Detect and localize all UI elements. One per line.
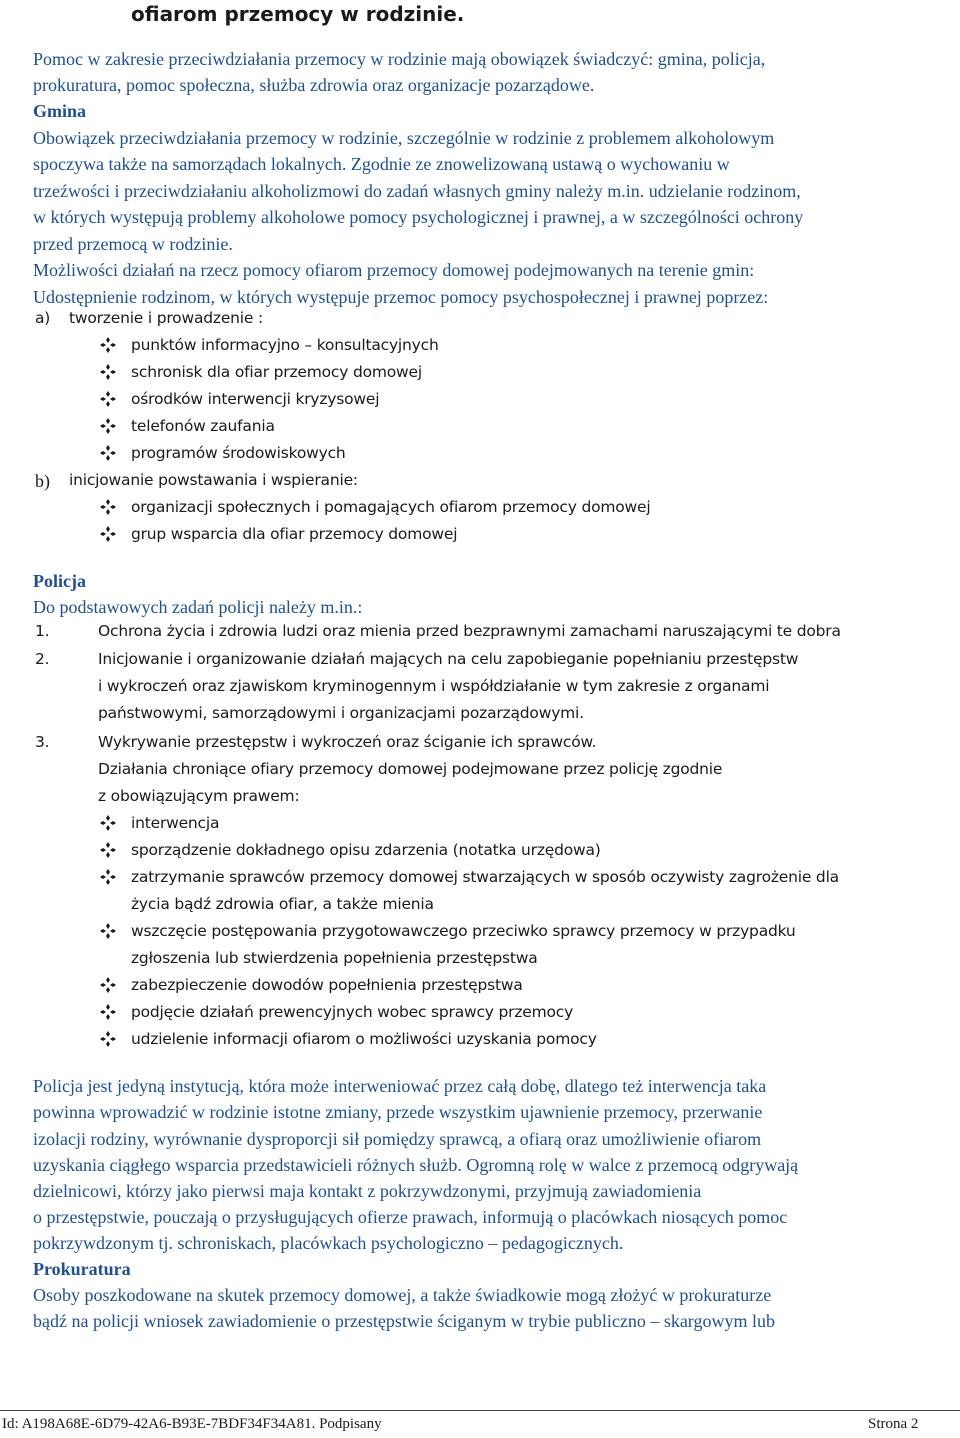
four-diamond-bullet-icon — [100, 391, 116, 407]
gmina-line-3: trzeźwości i przeciwdziałaniu alkoholizmowi do zadań własnych gminy należy m.in. udzielanie rodzinom, — [33, 181, 801, 201]
b-item-1-text: organizacji społecznych i pomagających ofiarom przemocy domowej — [131, 498, 651, 516]
four-diamond-bullet-icon — [100, 1004, 116, 1020]
action-item-6-text: podjęcie działań prewencyjnych wobec sprawcy przemocy — [131, 1003, 574, 1021]
list-marker-a: a) — [35, 309, 51, 327]
possibilities-line-1: Możliwości działań na rzecz pomocy ofiarom przemocy domowej podejmowanych na terenie gmin: — [33, 260, 755, 280]
action-item-1-text: interwencja — [131, 814, 220, 832]
heading-gmina: Gmina — [33, 101, 87, 121]
policja-item-2-line-2: i wykroczeń oraz zjawiskom kryminogennym i współdziałanie w tym zakresie z organami — [98, 677, 770, 695]
policja-item-1: Ochrona życia i zdrowia ludzi oraz mienia przed bezprawnymi zamachami naruszającymi te dobra — [98, 622, 841, 640]
intro-line-1: Pomoc w zakresie przeciwdziałania przemocy w rodzinie mają obowiązek świadczyć: gmina, policja, — [33, 49, 766, 69]
list-label-b: inicjowanie powstawania i wspieranie: — [69, 471, 358, 489]
policja-item-2-line-3: państwowymi, samorządowymi i organizacjami pozarządowymi. — [98, 704, 584, 722]
a-item-1-text: punktów informacyjno – konsultacyjnych — [131, 336, 439, 354]
footer-page-number: Strona 2 — [868, 1416, 919, 1432]
four-diamond-bullet-icon — [100, 526, 116, 542]
footer-divider — [0, 1410, 960, 1411]
action-item-4-text-2: zgłoszenia lub stwierdzenia popełnienia przestępstwa — [131, 949, 538, 967]
action-item-3-text-2: życia bądź zdrowia ofiar, a także mienia — [131, 895, 434, 913]
action-item-3-text-1: zatrzymanie sprawców przemocy domowej stwarzających w sposób oczywisty zagrożenie dla — [131, 868, 839, 886]
four-diamond-bullet-icon — [100, 364, 116, 380]
closing-line-5: dzielnicowi, którzy jako pierwsi maja kontakt z pokrzywdzonymi, przyjmują zawiadomienia — [33, 1181, 702, 1201]
policja-intro: Do podstawowych zadań policji należy m.in.: — [33, 597, 363, 617]
four-diamond-bullet-icon — [100, 499, 116, 515]
heading-policja: Policja — [33, 571, 86, 591]
closing-line-6: o przestępstwie, pouczają o przysługujących ofierze prawach, informują o placówkach niosących pomoc — [33, 1207, 788, 1227]
closing-line-1: Policja jest jedyną instytucją, która może interweniować przez całą dobę, dlatego też interwencja taka — [33, 1076, 767, 1096]
a-item-5-text: programów środowiskowych — [131, 444, 346, 462]
heading-prokuratura: Prokuratura — [33, 1259, 131, 1279]
action-item-5-text: zabezpieczenie dowodów popełnienia przestępstwa — [131, 976, 523, 994]
section-title: ofiarom przemocy w rodzinie. — [131, 2, 465, 26]
action-item-4-text-1: wszczęcie postępowania przygotowawczego przeciwko sprawcy przemocy w przypadku — [131, 922, 796, 940]
actions-intro-line-2: z obowiązującym prawem: — [98, 787, 300, 805]
four-diamond-bullet-icon — [100, 923, 116, 939]
closing-line-2: powinna wprowadzić w rodzinie istotne zmiany, przede wszystkim ujawnienie przemocy, przerwanie — [33, 1102, 763, 1122]
policja-item-2-line-1: Inicjowanie i organizowanie działań mających na celu zapobieganie popełnianiu przestępstw — [98, 650, 799, 668]
action-item-2-text: sporządzenie dokładnego opisu zdarzenia (notatka urzędowa) — [131, 841, 601, 859]
four-diamond-bullet-icon — [100, 977, 116, 993]
action-item-7-text: udzielenie informacji ofiarom o możliwości uzyskania pomocy — [131, 1030, 597, 1048]
prokuratura-line-1: Osoby poszkodowane na skutek przemocy domowej, a także świadkowie mogą złożyć w prokuraturze — [33, 1285, 772, 1305]
a-item-4-text: telefonów zaufania — [131, 417, 275, 435]
prokuratura-line-2: bądź na policji wniosek zawiadomienie o przestępstwie ściganym w trybie publiczno – skargowym lub — [33, 1311, 775, 1331]
gmina-line-2: spoczywa także na samorządach lokalnych. Zgodnie ze znowelizowaną ustawą o wychowaniu w — [33, 154, 730, 174]
actions-intro-line-1: Działania chroniące ofiary przemocy domowej podejmowane przez policję zgodnie — [98, 760, 723, 778]
four-diamond-bullet-icon — [100, 869, 116, 885]
a-item-2-text: schronisk dla ofiar przemocy domowej — [131, 363, 422, 381]
intro-line-2: prokuratura, pomoc społeczna, służba zdrowia oraz organizacje pozarządowe. — [33, 75, 595, 95]
four-diamond-bullet-icon — [100, 1031, 116, 1047]
closing-line-4: uzyskania ciągłego wsparcia przedstawicieli różnych służb. Ogromną rolę w walce z przemocą odgrywają — [33, 1155, 799, 1175]
list-label-a: tworzenie i prowadzenie : — [69, 309, 263, 327]
a-item-3-text: ośrodków interwencji kryzysowej — [131, 390, 380, 408]
num-3: 3. — [35, 733, 50, 751]
gmina-line-4: w których występują problemy alkoholowe pomocy psychologicznej i prawnej, a w szczególności ochrony — [33, 207, 804, 227]
num-1: 1. — [35, 622, 50, 640]
list-marker-b: b) — [35, 471, 50, 491]
four-diamond-bullet-icon — [100, 842, 116, 858]
closing-line-3: izolacji rodziny, wyrównanie dysproporcji sił pomiędzy sprawcą, a ofiarą oraz umożliwienie ofiarom — [33, 1129, 762, 1149]
four-diamond-bullet-icon — [100, 418, 116, 434]
possibilities-line-2: Udostępnienie rodzinom, w których występuje przemoc pomocy psychospołecznej i prawnej poprzez: — [33, 287, 769, 307]
policja-item-3: Wykrywanie przestępstw i wykroczeń oraz ściganie ich sprawców. — [98, 733, 597, 751]
footer-document-id: Id: A198A68E-6D79-42A6-B93E-7BDF34F34A81. Podpisany — [2, 1416, 382, 1432]
four-diamond-bullet-icon — [100, 815, 116, 831]
num-2: 2. — [35, 650, 50, 668]
gmina-line-1: Obowiązek przeciwdziałania przemocy w rodzinie, szczególnie w rodzinie z problemem alkoholowym — [33, 128, 775, 148]
b-item-2-text: grup wsparcia dla ofiar przemocy domowej — [131, 525, 458, 543]
closing-line-7: pokrzywdzonym tj. schroniskach, placówkach psychologiczno – pedagogicznych. — [33, 1233, 624, 1253]
four-diamond-bullet-icon — [100, 445, 116, 461]
four-diamond-bullet-icon — [100, 337, 116, 353]
gmina-line-5: przed przemocą w rodzinie. — [33, 234, 233, 254]
